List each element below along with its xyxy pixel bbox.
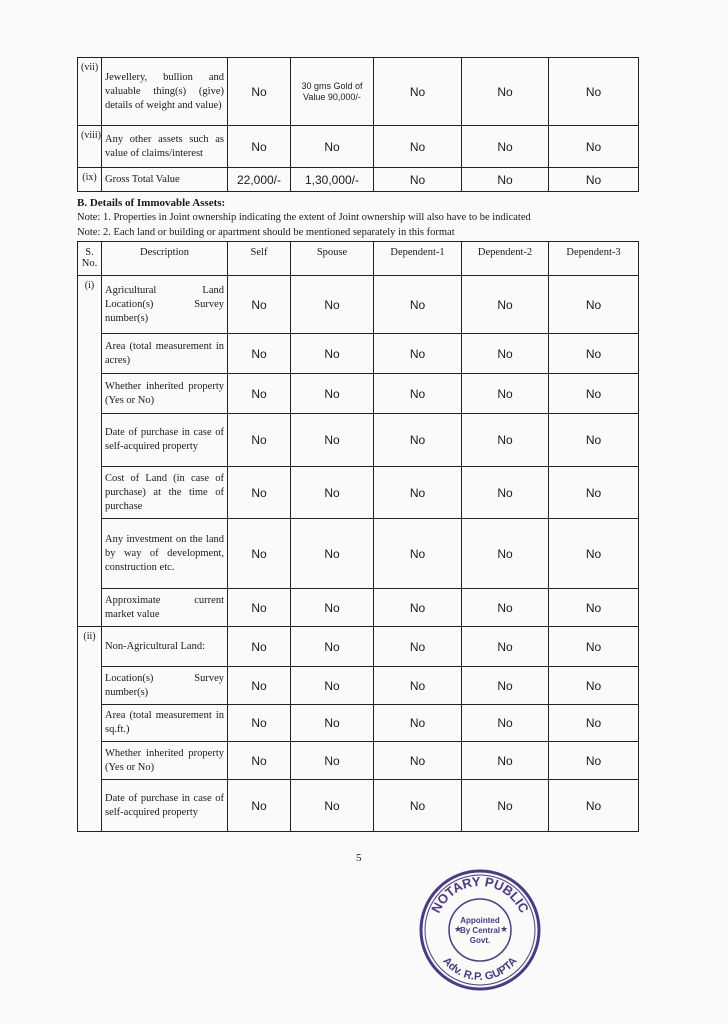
- value-cell: No: [549, 168, 639, 192]
- value-cell: 30 gms Gold of Value 90,000/-: [291, 58, 374, 126]
- value-cell: No: [462, 276, 549, 334]
- table-row: [78, 742, 639, 780]
- value-cell: No: [228, 742, 291, 780]
- value-cell: 22,000/-: [228, 168, 291, 192]
- value-cell: No: [374, 742, 462, 780]
- value-cell: No: [291, 276, 374, 334]
- table-row: [78, 589, 639, 627]
- value-cell: No: [549, 667, 639, 705]
- table-row: [78, 780, 639, 832]
- value-cell: No: [374, 589, 462, 627]
- note-1: Note: 1. Properties in Joint ownership indicating the extent of Joint ownership will also have to be indicated: [77, 212, 531, 223]
- value-cell: No: [462, 58, 549, 126]
- value-cell: No: [374, 374, 462, 414]
- value-cell: No: [374, 519, 462, 589]
- table-row: [78, 168, 639, 192]
- value-cell: No: [549, 126, 639, 168]
- value-cell: No: [374, 705, 462, 742]
- table-row: [78, 627, 639, 667]
- header-description: Description: [102, 242, 228, 276]
- table-row: [78, 126, 639, 168]
- value-cell: No: [228, 589, 291, 627]
- value-cell: No: [549, 467, 639, 519]
- value-cell: No: [549, 705, 639, 742]
- value-cell: No: [462, 414, 549, 467]
- value-cell: No: [228, 467, 291, 519]
- value-cell: No: [462, 519, 549, 589]
- value-cell: No: [291, 334, 374, 374]
- note-2: Note: 2. Each land or building or apartment should be mentioned separately in this format: [77, 227, 455, 238]
- value-cell: No: [228, 667, 291, 705]
- value-cell: No: [228, 627, 291, 667]
- value-cell: No: [228, 705, 291, 742]
- row-number: (viii): [78, 126, 102, 168]
- value-cell: No: [374, 334, 462, 374]
- value-cell: No: [291, 589, 374, 627]
- row-number: (i): [78, 276, 102, 627]
- value-cell: No: [374, 627, 462, 667]
- header-dependent-3: Dependent-3: [549, 242, 639, 276]
- value-cell: No: [549, 58, 639, 126]
- value-cell: No: [374, 667, 462, 705]
- notary-stamp: [418, 868, 542, 992]
- value-cell: No: [291, 780, 374, 832]
- value-cell: No: [228, 780, 291, 832]
- stamp-top-text: NOTARY PUBLIC: [428, 873, 532, 916]
- value-cell: No: [462, 780, 549, 832]
- value-cell: No: [462, 589, 549, 627]
- row-number: (ix): [78, 168, 102, 192]
- stamp-bottom-text: Adv. R.P. GUPTA: [440, 955, 520, 984]
- row-description: Whether inherited property (Yes or No): [102, 742, 228, 780]
- value-cell: No: [549, 414, 639, 467]
- row-number: (ii): [78, 627, 102, 832]
- table-row: [78, 467, 639, 519]
- value-cell: No: [549, 627, 639, 667]
- value-cell: No: [291, 467, 374, 519]
- value-cell: No: [374, 414, 462, 467]
- value-cell: No: [228, 126, 291, 168]
- value-cell: No: [462, 334, 549, 374]
- row-description: Gross Total Value: [102, 168, 228, 192]
- value-cell: No: [291, 705, 374, 742]
- value-cell: No: [228, 519, 291, 589]
- table-row: [78, 705, 639, 742]
- value-cell: No: [549, 276, 639, 334]
- immovable-assets-table: [77, 241, 639, 832]
- svg-text:By Central: By Central: [459, 926, 501, 935]
- table-row: [78, 519, 639, 589]
- header-dependent-1: Dependent-1: [374, 242, 462, 276]
- value-cell: No: [291, 519, 374, 589]
- value-cell: No: [549, 589, 639, 627]
- table-row: [78, 334, 639, 374]
- table-row: [78, 58, 639, 126]
- value-cell: No: [228, 276, 291, 334]
- value-cell: 1,30,000/-: [291, 168, 374, 192]
- value-cell: No: [374, 58, 462, 126]
- header-spouse: Spouse: [291, 242, 374, 276]
- row-description: Non-Agricultural Land:: [102, 627, 228, 667]
- page-number: 5: [356, 852, 362, 864]
- value-cell: No: [549, 519, 639, 589]
- table-row: [78, 276, 639, 334]
- value-cell: No: [291, 667, 374, 705]
- value-cell: No: [462, 374, 549, 414]
- movable-assets-table: [77, 57, 639, 192]
- value-cell: No: [462, 467, 549, 519]
- header-sno: S. No.: [78, 242, 102, 276]
- value-cell: No: [291, 414, 374, 467]
- value-cell: No: [549, 374, 639, 414]
- value-cell: No: [462, 705, 549, 742]
- value-cell: No: [291, 374, 374, 414]
- table-row: [78, 374, 639, 414]
- row-description: Agricultural Land Location(s) Survey number(s): [102, 276, 228, 334]
- row-description: Whether inherited property (Yes or No): [102, 374, 228, 414]
- value-cell: No: [291, 126, 374, 168]
- value-cell: No: [462, 667, 549, 705]
- value-cell: No: [374, 780, 462, 832]
- row-description: Jewellery, bullion and valuable thing(s) (give) details of weight and value): [102, 58, 228, 126]
- row-description: Location(s) Survey number(s): [102, 667, 228, 705]
- value-cell: No: [228, 334, 291, 374]
- value-cell: No: [549, 334, 639, 374]
- value-cell: No: [462, 168, 549, 192]
- value-cell: No: [462, 126, 549, 168]
- value-cell: No: [549, 780, 639, 832]
- value-cell: No: [374, 126, 462, 168]
- value-cell: No: [462, 742, 549, 780]
- row-description: Date of purchase in case of self-acquired property: [102, 780, 228, 832]
- row-number: (vii): [78, 58, 102, 126]
- value-cell: No: [374, 467, 462, 519]
- row-description: Any other assets such as value of claims/interest: [102, 126, 228, 168]
- value-cell: No: [291, 742, 374, 780]
- value-cell: No: [228, 58, 291, 126]
- value-cell: No: [549, 742, 639, 780]
- value-cell: No: [374, 168, 462, 192]
- svg-text:★: ★: [454, 924, 463, 934]
- svg-text:Appointed: Appointed: [460, 916, 500, 925]
- header-self: Self: [228, 242, 291, 276]
- section-b-heading: B. Details of Immovable Assets:: [77, 197, 226, 209]
- svg-text:Adv. R.P. GUPTA: [440, 955, 519, 983]
- value-cell: No: [228, 414, 291, 467]
- row-description: Area (total measurement in sq.ft.): [102, 705, 228, 742]
- header-dependent-2: Dependent-2: [462, 242, 549, 276]
- table-row: [78, 667, 639, 705]
- row-description: Approximate current market value: [102, 589, 228, 627]
- svg-text:★: ★: [500, 924, 509, 934]
- table-header-row: [78, 242, 639, 276]
- svg-text:NOTARY PUBLIC: [428, 874, 532, 916]
- value-cell: No: [462, 627, 549, 667]
- row-description: Area (total measurement in acres): [102, 334, 228, 374]
- row-description: Cost of Land (in case of purchase) at the time of purchase: [102, 467, 228, 519]
- value-cell: No: [291, 627, 374, 667]
- value-cell: No: [374, 276, 462, 334]
- row-description: Any investment on the land by way of development, construction etc.: [102, 519, 228, 589]
- row-description: Date of purchase in case of self-acquired property: [102, 414, 228, 467]
- svg-text:Govt.: Govt.: [469, 936, 491, 945]
- table-row: [78, 414, 639, 467]
- value-cell: No: [228, 374, 291, 414]
